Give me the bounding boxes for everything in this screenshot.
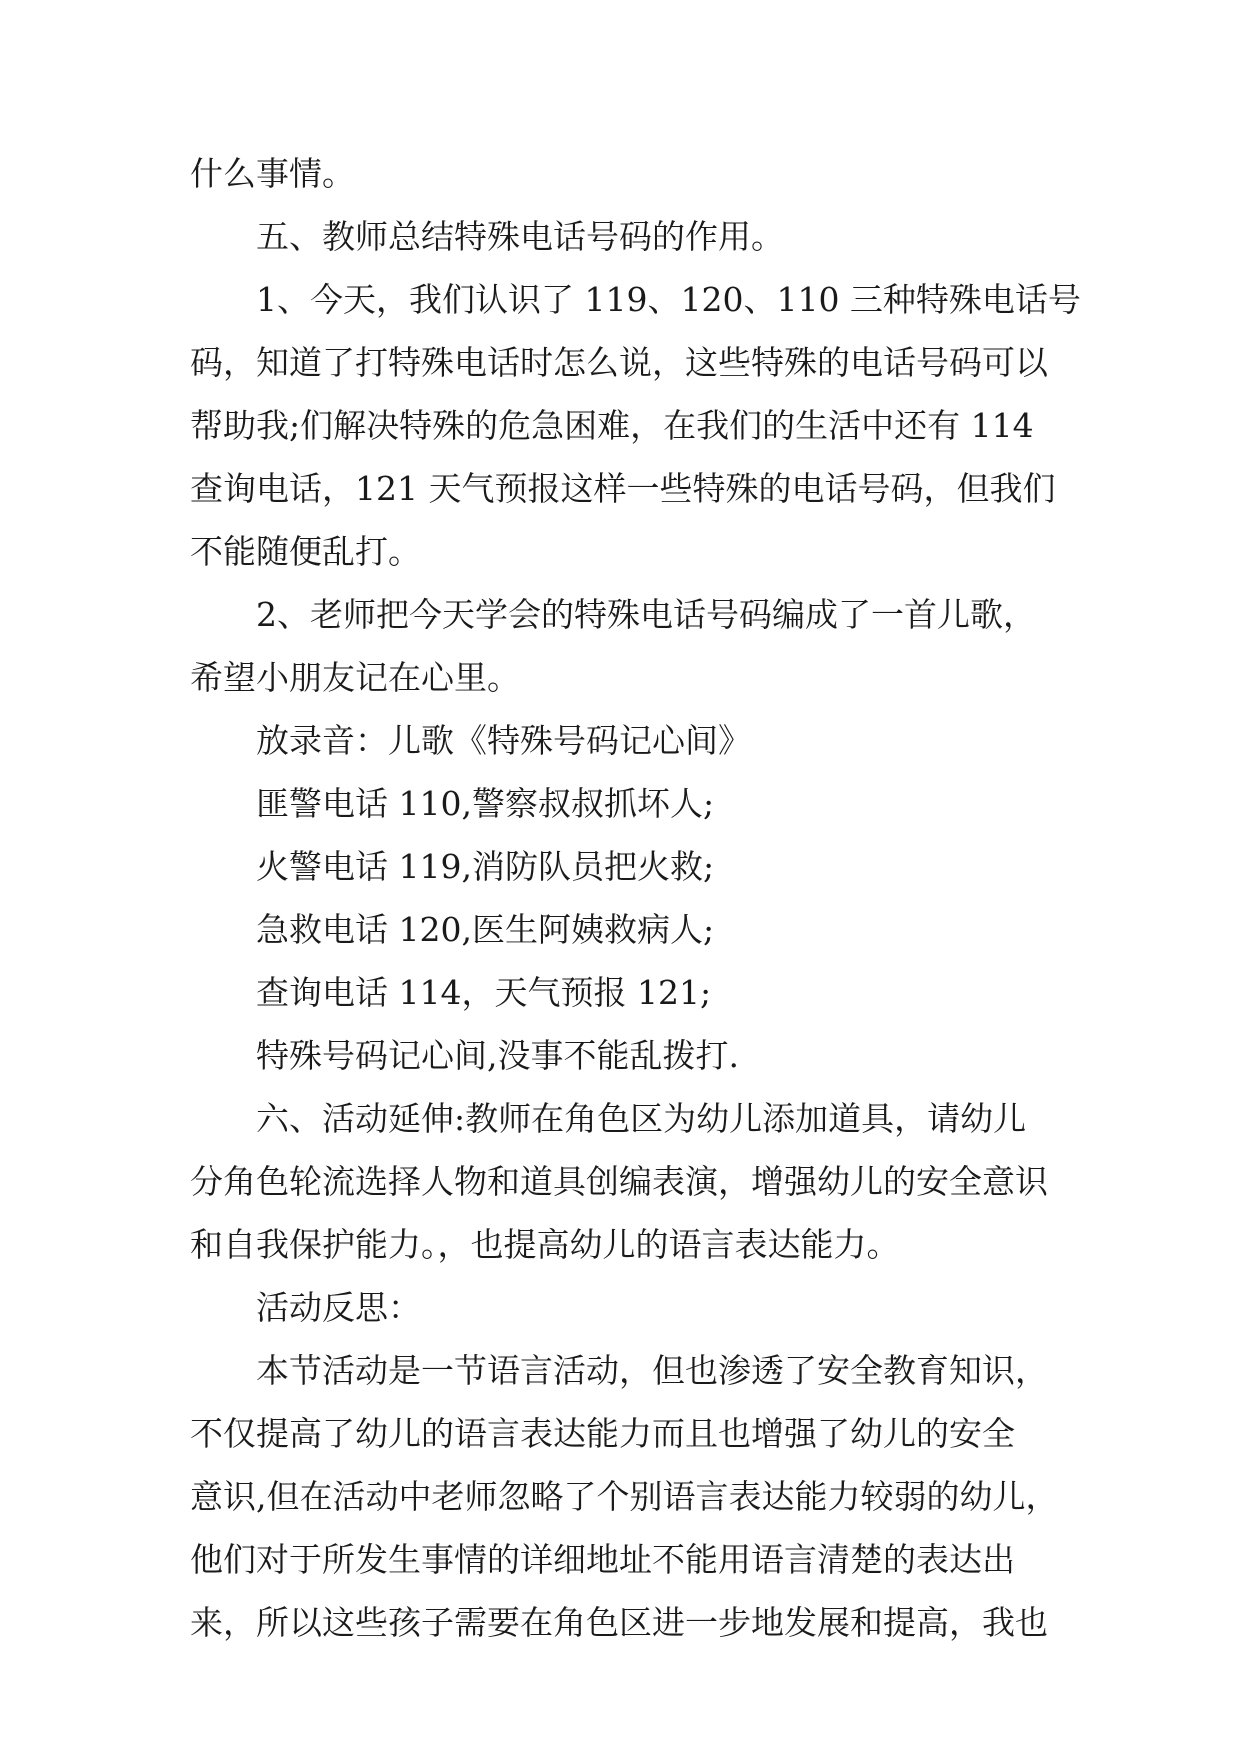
- song-verse-line: 急救电话 120,医生阿姨救病人;: [256, 910, 715, 949]
- text-line: 什么事情。: [190, 154, 355, 193]
- text-line: 本节活动是一节语言活动，但也渗透了安全教育知识，: [256, 1351, 1048, 1390]
- section-heading: 活动反思：: [256, 1288, 421, 1327]
- text-line: 分角色轮流选择人物和道具创编表演，增强幼儿的安全意识: [190, 1162, 1048, 1201]
- text-line: 希望小朋友记在心里。: [190, 658, 520, 697]
- section-heading: 五、教师总结特殊电话号码的作用。: [256, 217, 784, 256]
- song-verse-line: 匪警电话 110,警察叔叔抓坏人;: [256, 784, 715, 823]
- document-body: [190, 148, 1081, 1660]
- song-verse-line: 查询电话 114，天气预报 121;: [256, 973, 712, 1012]
- text-line: 2、老师把今天学会的特殊电话号码编成了一首儿歌，: [256, 595, 1036, 634]
- text-line: 帮助我;们解决特殊的危急困难，在我们的生活中还有 114: [190, 406, 1034, 445]
- text-line: 意识,但在活动中老师忽略了个别语言表达能力较弱的幼儿，: [190, 1477, 1059, 1516]
- text-line: 不仅提高了幼儿的语言表达能力而且也增强了幼儿的安全: [190, 1414, 1015, 1453]
- song-title-line: 放录音：儿歌《特殊号码记心间》: [256, 721, 751, 760]
- text-line: 查询电话，121 天气预报这样一些特殊的电话号码，但我们: [190, 469, 1056, 508]
- text-line: 不能随便乱打。: [190, 532, 421, 571]
- text-line: 和自我保护能力。，也提高幼儿的语言表达能力。: [190, 1225, 900, 1264]
- song-verse-line: 火警电话 119,消防队员把火救;: [256, 847, 715, 886]
- text-line: 他们对于所发生事情的详细地址不能用语言清楚的表达出: [190, 1540, 1015, 1579]
- text-line: 来，所以这些孩子需要在角色区进一步地发展和提高，我也: [190, 1603, 1048, 1642]
- text-line: 码，知道了打特殊电话时怎么说，这些特殊的电话号码可以: [190, 343, 1048, 382]
- song-verse-line: 特殊号码记心间,没事不能乱拨打.: [256, 1036, 739, 1075]
- section-heading: 六、活动延伸:教师在角色区为幼儿添加道具，请幼儿: [256, 1099, 1027, 1138]
- text-line: 1、今天，我们认识了 119、120、110 三种特殊电话号: [256, 280, 1081, 319]
